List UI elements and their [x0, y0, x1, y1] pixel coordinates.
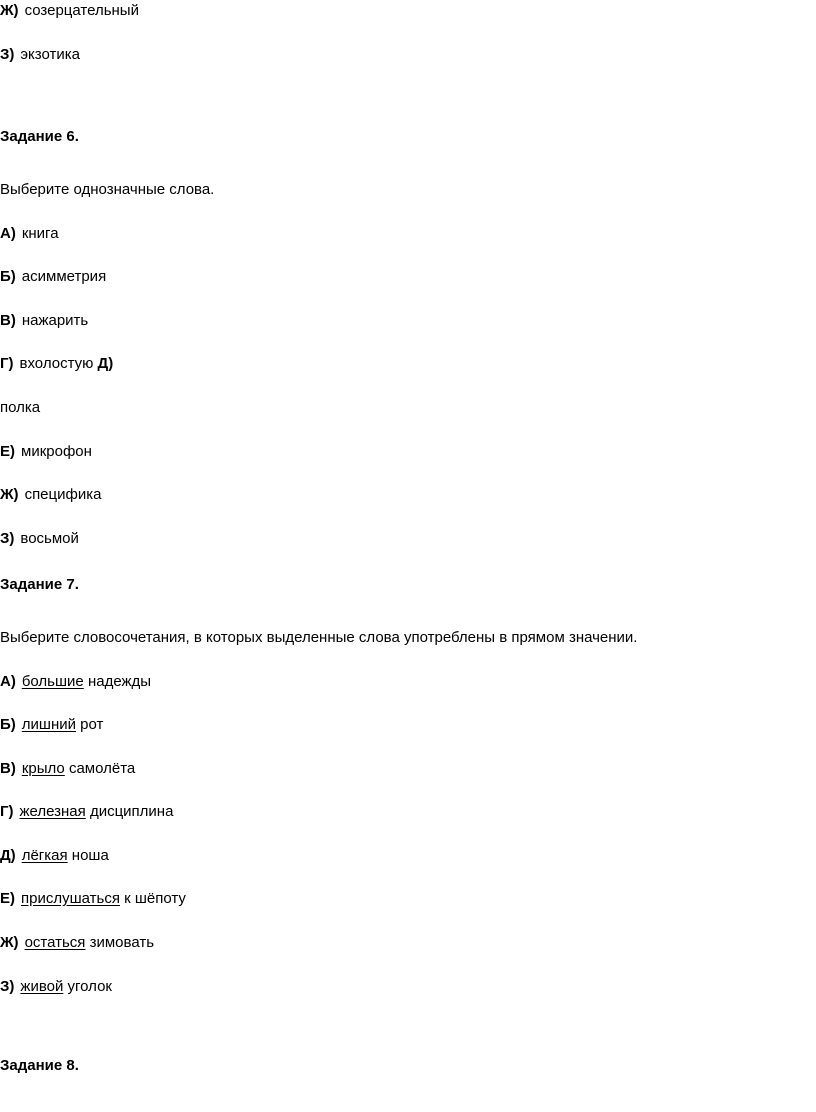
highlighted-word: крыло — [21, 760, 65, 777]
option-text: зимовать — [89, 934, 155, 951]
option-text: самолёта — [68, 760, 136, 777]
option-letter: Г) — [0, 355, 14, 372]
highlighted-word: лёгкая — [21, 847, 68, 864]
option-letter: Ж) — [0, 2, 19, 19]
option-text: микрофон — [21, 443, 92, 460]
task7-option-z — [0, 978, 112, 996]
task6-option-g — [0, 355, 113, 373]
option-letter: З) — [0, 978, 15, 995]
option-text: к шёпоту — [124, 890, 186, 907]
option-text: асимметрия — [21, 268, 107, 285]
option-text: рот — [80, 716, 104, 733]
task7-option-b — [0, 716, 103, 734]
task6-option-e — [0, 443, 92, 461]
task7-option-e — [0, 890, 186, 908]
option-letter: Ж) — [0, 934, 19, 951]
option-letter: В) — [0, 760, 16, 777]
option-text: вхолостую — [19, 355, 94, 372]
task6-option-z — [0, 530, 79, 548]
option-letter: В) — [0, 312, 16, 329]
task7-option-a — [0, 673, 151, 691]
highlighted-word: большие — [21, 673, 84, 690]
option-letter: Д) — [0, 847, 16, 864]
task6-option-zh — [0, 486, 101, 504]
task7-heading: Задание 7. — [0, 576, 79, 593]
option-letter: Г) — [0, 803, 14, 820]
highlighted-word: живой — [20, 978, 64, 995]
task7-option-d — [0, 847, 109, 865]
task5-option-z — [0, 46, 80, 64]
task5-option-zh — [0, 2, 139, 20]
option-letter: Ж) — [0, 486, 19, 503]
option-text: дисциплина — [89, 803, 174, 820]
option-letter: А) — [0, 673, 16, 690]
task6-option-a — [0, 225, 59, 243]
option-letter: Е) — [0, 443, 15, 460]
highlighted-word: лишний — [21, 716, 76, 733]
task6-question: Выберите однозначные слова. — [0, 181, 215, 198]
option-letter: З) — [0, 46, 15, 63]
task6-option-v — [0, 312, 88, 330]
option-text: специфика — [24, 486, 102, 503]
task7-option-g — [0, 803, 173, 821]
task6-option-d-text: полка — [0, 399, 41, 416]
task7-question: Выберите словосочетания, в которых выделенные слова употреблены в прямом значении. — [0, 629, 638, 646]
option-text: восьмой — [20, 530, 79, 547]
option-letter: А) — [0, 225, 16, 242]
option-text: нажарить — [21, 312, 89, 329]
option-text: книга — [21, 225, 59, 242]
task7-option-v — [0, 760, 135, 778]
option-letter: З) — [0, 530, 15, 547]
option-text: надежды — [87, 673, 152, 690]
task6-option-b — [0, 268, 106, 286]
option-letter: Д) — [97, 355, 114, 372]
option-text: созерцательный — [24, 2, 139, 19]
option-letter: Б) — [0, 716, 16, 733]
option-text: уголок — [67, 978, 112, 995]
highlighted-word: прислушаться — [21, 890, 120, 907]
option-text: экзотика — [20, 46, 80, 63]
option-text: ноша — [71, 847, 109, 864]
highlighted-word: железная — [19, 803, 86, 820]
option-letter: Е) — [0, 890, 15, 907]
task6-heading: Задание 6. — [0, 128, 79, 145]
highlighted-word: остаться — [24, 934, 86, 951]
option-letter: Б) — [0, 268, 16, 285]
task7-option-zh — [0, 934, 154, 952]
task8-heading: Задание 8. — [0, 1057, 79, 1074]
